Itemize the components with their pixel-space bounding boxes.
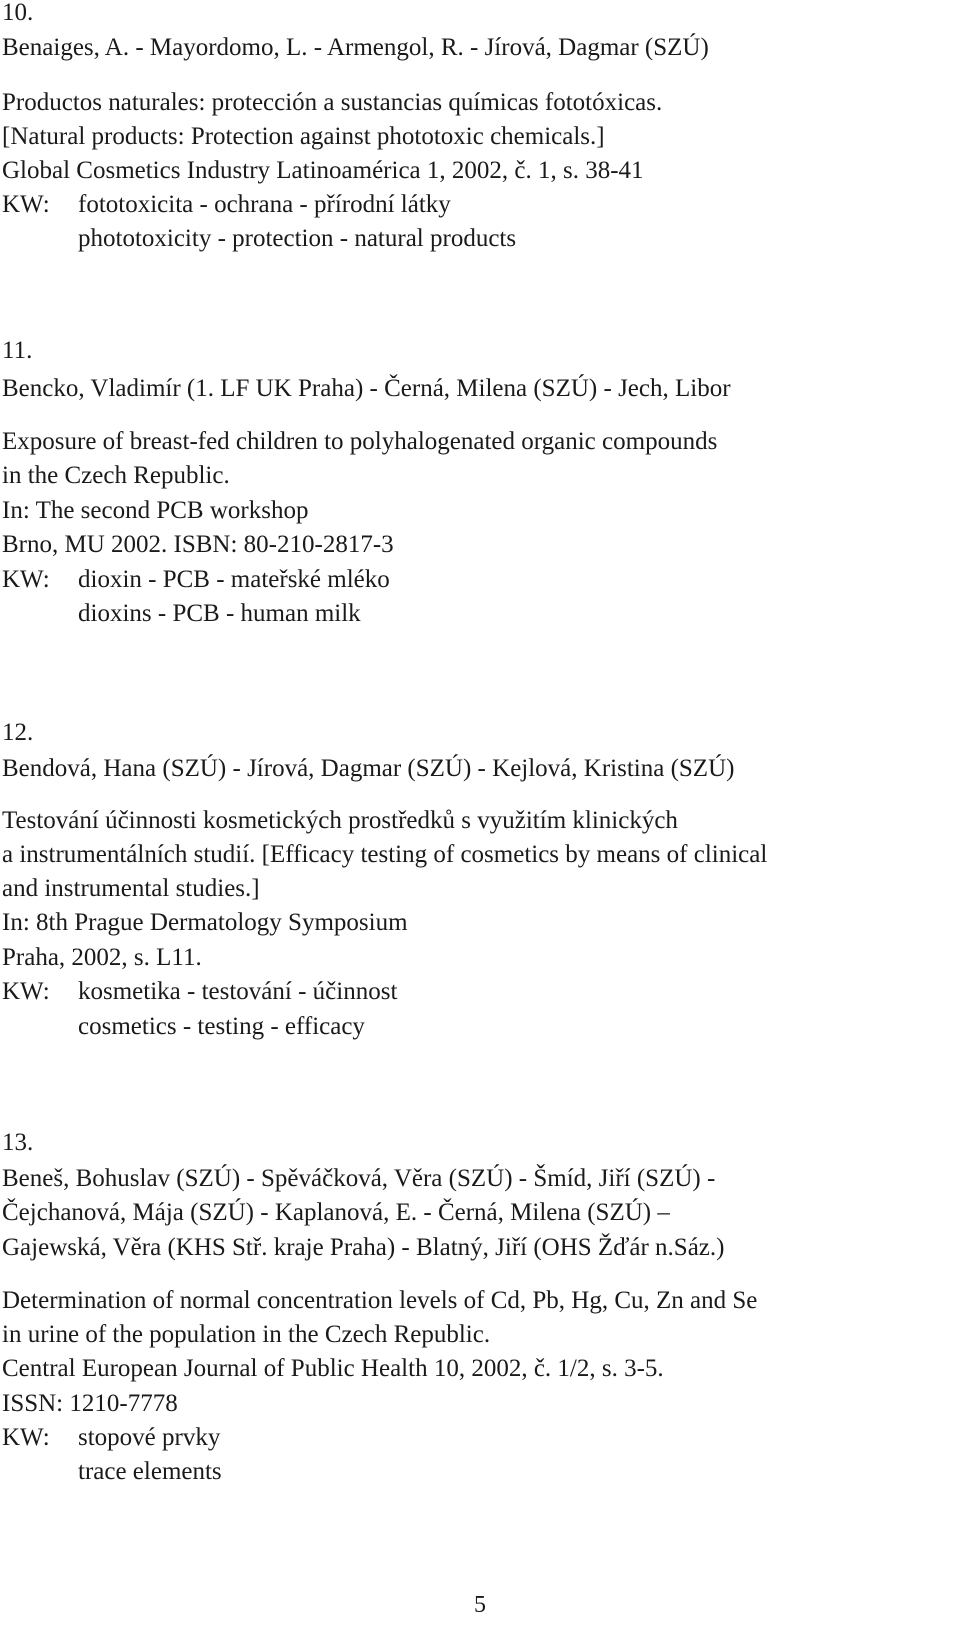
entry-authors-cont-2: Gajewská, Věra (KHS Stř. kraje Praha) - Blatný, Jiří (OHS Žďár n.Sáz.): [2, 1234, 725, 1261]
entry-number: 12.: [2, 719, 34, 746]
keywords-cz-text: dioxin - PCB - mateřské mléko: [78, 566, 390, 593]
entry-keywords-en: trace elements: [78, 1458, 222, 1485]
entry-title: Determination of normal concentration levels of Cd, Pb, Hg, Cu, Zn and Se: [2, 1287, 758, 1314]
entry-number: 10.: [2, 0, 34, 26]
entry-keywords-en: phototoxicity - protection - natural products: [78, 225, 517, 252]
entry-authors: Bencko, Vladimír (1. LF UK Praha) - Černá, Milena (SZÚ) - Jech, Libor: [2, 375, 731, 402]
entry-authors: Bendová, Hana (SZÚ) - Jírová, Dagmar (SZÚ) - Kejlová, Kristina (SZÚ): [2, 755, 735, 782]
entry-title-cont: in the Czech Republic.: [2, 462, 230, 489]
entry-title: Testování účinnosti kosmetických prostředků s využitím klinických: [2, 807, 678, 834]
keywords-label: KW:: [2, 566, 50, 593]
entry-title-cont-2: and instrumental studies.]: [2, 875, 260, 902]
entry-keywords-cz: [2, 565, 390, 595]
entry-keywords-cz: [2, 190, 451, 220]
entry-issn: ISSN: 1210-7778: [2, 1390, 178, 1417]
entry-source: In: 8th Prague Dermatology Symposium: [2, 909, 408, 936]
entry-title: Exposure of breast-fed children to polyhalogenated organic compounds: [2, 428, 718, 455]
keywords-label: KW:: [2, 191, 50, 218]
entry-keywords-en: dioxins - PCB - human milk: [78, 600, 361, 627]
entry-number: 11.: [2, 337, 33, 364]
entry-authors: Beneš, Bohuslav (SZÚ) - Spěváčková, Věra (SZÚ) - Šmíd, Jiří (SZÚ) -: [2, 1165, 716, 1192]
keywords-cz-text: fototoxicita - ochrana - přírodní látky: [78, 191, 451, 218]
entry-title-cont: in urine of the population in the Czech Republic.: [2, 1321, 491, 1348]
entry-authors: Benaiges, A. - Mayordomo, L. - Armengol, R. - Jírová, Dagmar (SZÚ): [2, 34, 709, 61]
entry-keywords-cz: [2, 977, 397, 1007]
entry-publisher: Brno, MU 2002. ISBN: 80-210-2817-3: [2, 531, 394, 558]
entry-authors-cont: Čejchanová, Mája (SZÚ) - Kaplanová, E. - Černá, Milena (SZÚ) –: [2, 1199, 670, 1226]
keywords-label: KW:: [2, 978, 50, 1005]
entry-source: Central European Journal of Public Health 10, 2002, č. 1/2, s. 3-5.: [2, 1355, 664, 1382]
entry-title-translation: [Natural products: Protection against phototoxic chemicals.]: [2, 123, 605, 150]
keywords-label: KW:: [2, 1424, 50, 1451]
entry-title-cont: a instrumentálních studií. [Efficacy testing of cosmetics by means of clinical: [2, 841, 768, 868]
entry-title: Productos naturales: protección a sustancias químicas fototóxicas.: [2, 89, 663, 116]
entry-number: 13.: [2, 1129, 34, 1156]
entry-keywords-cz: [2, 1423, 220, 1453]
keywords-cz-text: stopové prvky: [78, 1424, 221, 1451]
entry-publisher: Praha, 2002, s. L11.: [2, 944, 202, 971]
page-number: 5: [474, 1592, 486, 1618]
entry-source: Global Cosmetics Industry Latinoamérica 1, 2002, č. 1, s. 38-41: [2, 157, 644, 184]
entry-source: In: The second PCB workshop: [2, 497, 309, 524]
entry-keywords-en: cosmetics - testing - efficacy: [78, 1013, 365, 1040]
keywords-cz-text: kosmetika - testování - účinnost: [78, 978, 398, 1005]
